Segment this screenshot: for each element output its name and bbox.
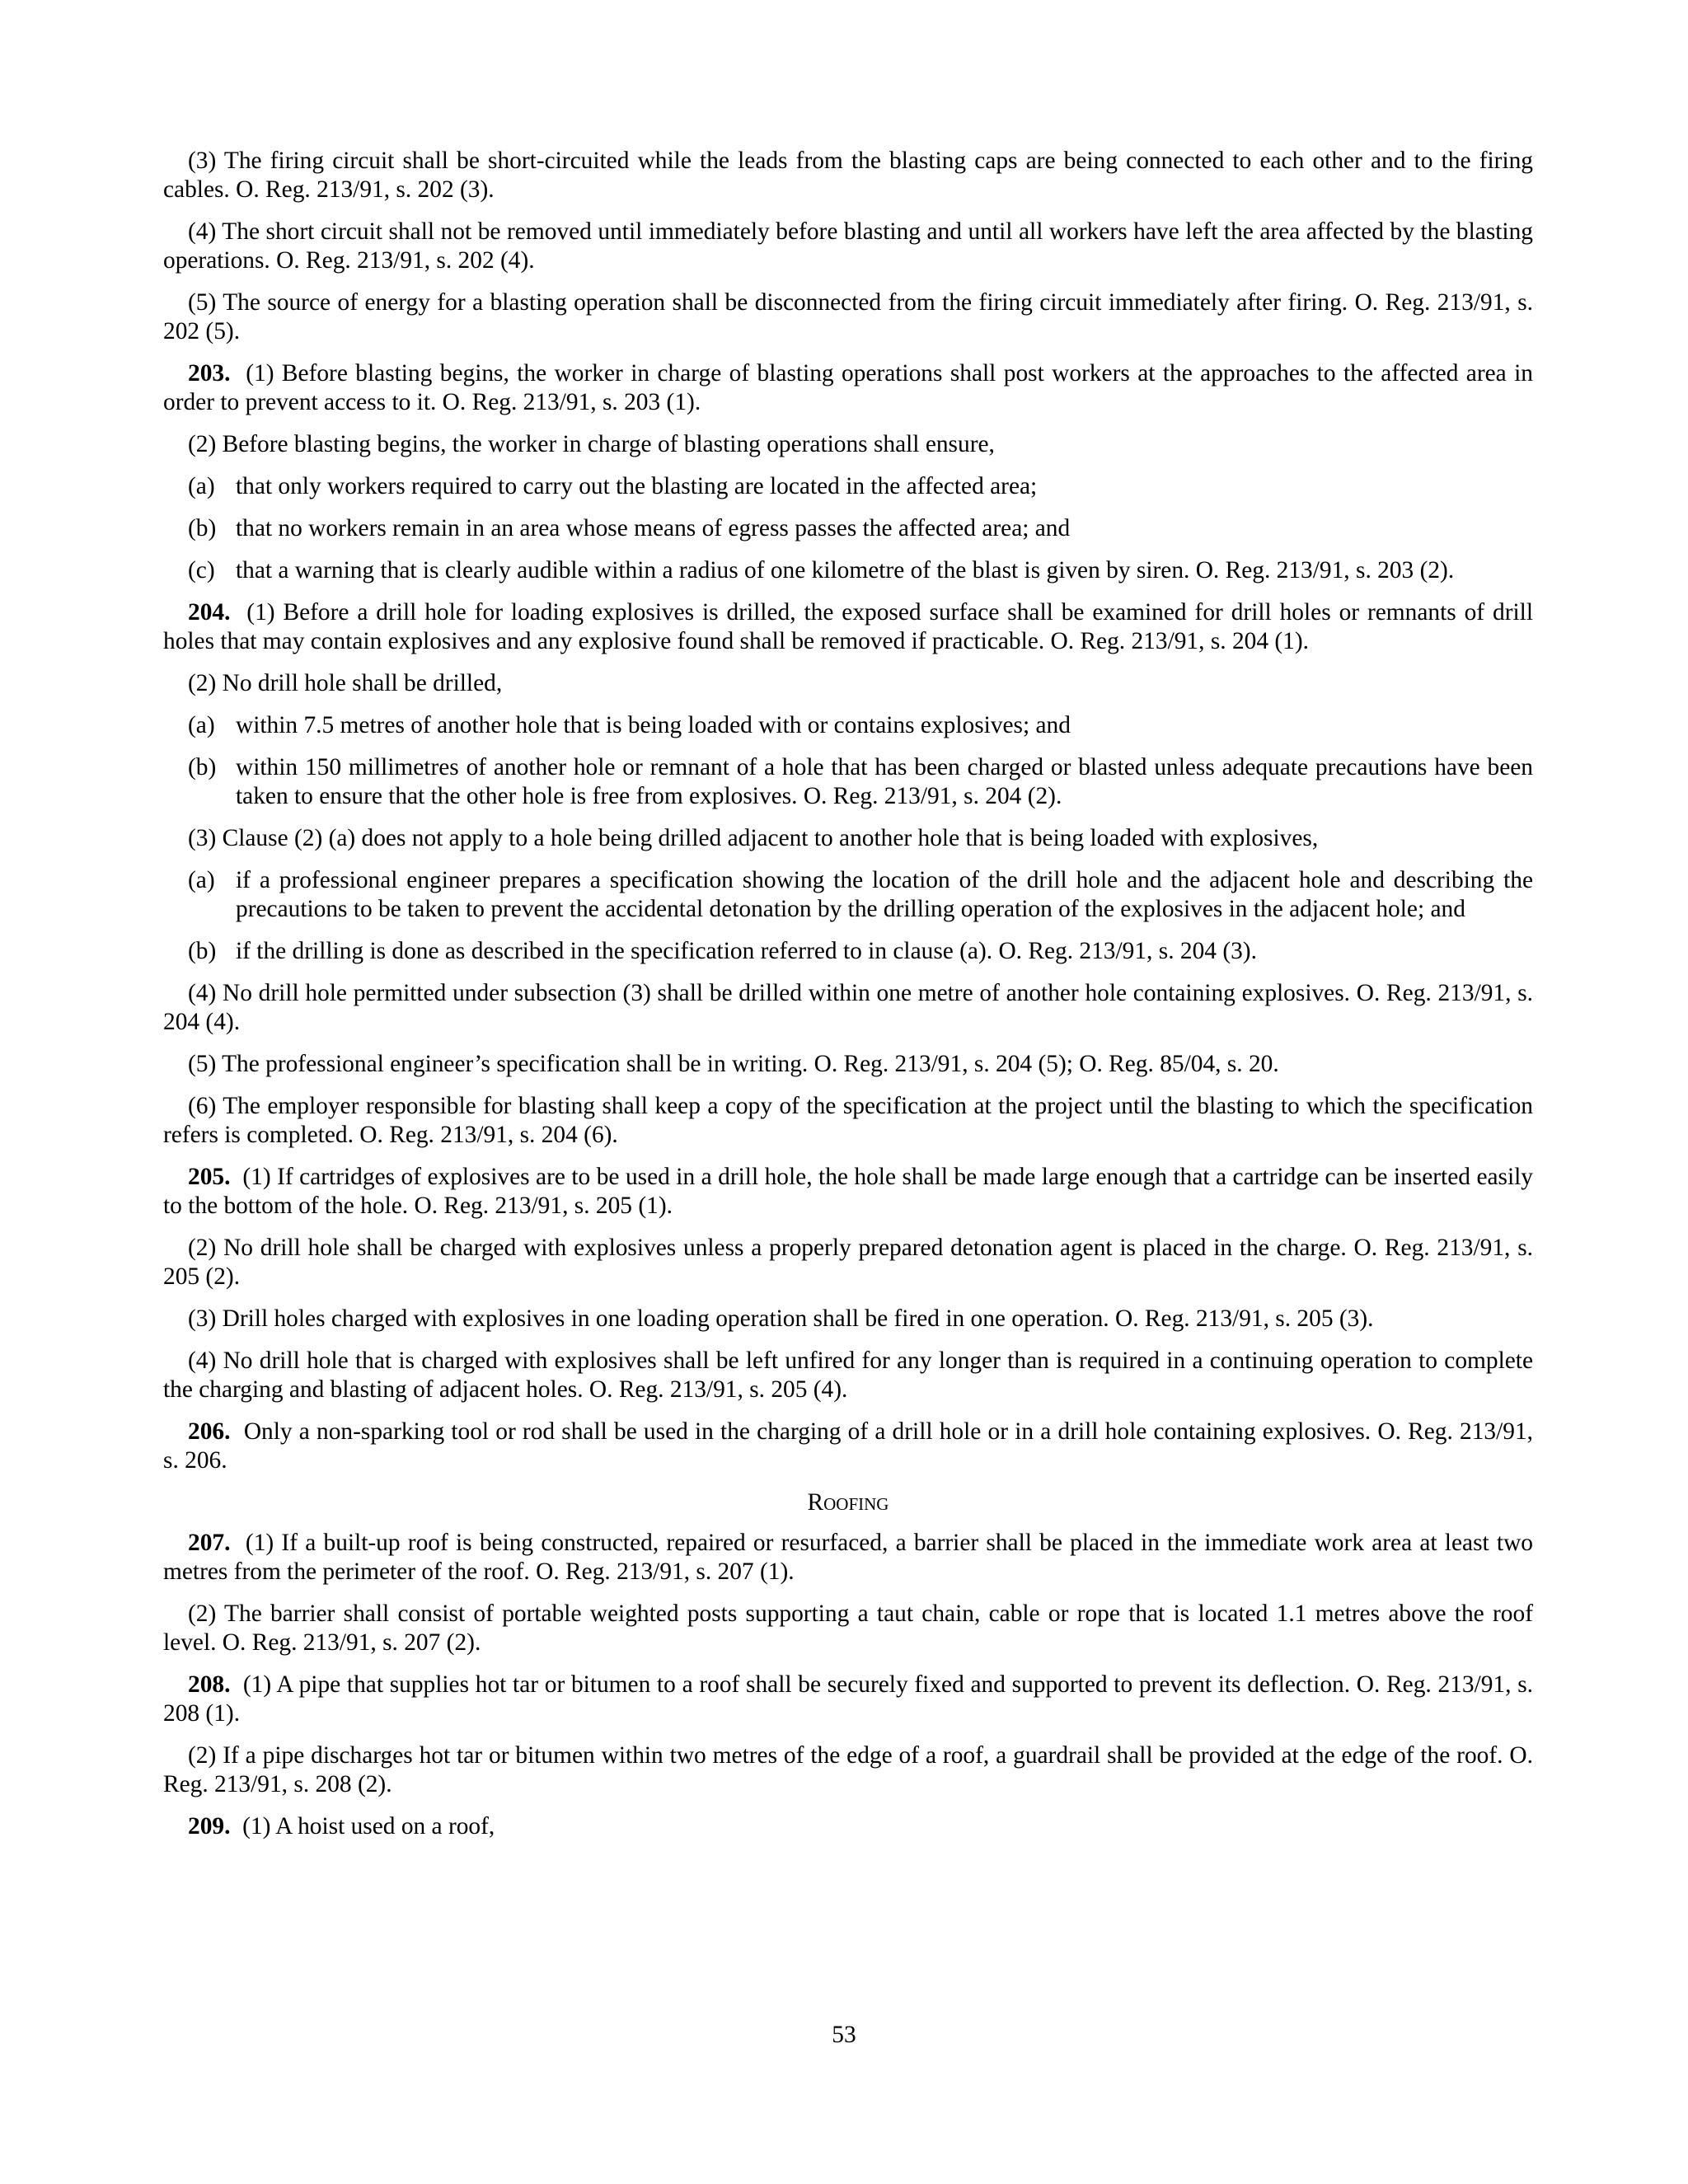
section-number: 206. [188, 1418, 231, 1445]
clause-item [163, 866, 1533, 924]
paragraph [163, 979, 1533, 1037]
clause-label: (b) [188, 515, 217, 541]
clause-text: that a warning that is clearly audible within a radius of one kilometre of the blast is given by siren. O. Reg. 213/91, s. 203 (2). [236, 557, 1455, 583]
clause-item [163, 711, 1533, 740]
paragraph-text: (1) Before a drill hole for loading explosives is drilled, the exposed surface shall be examined for drill holes or remnants of drill holes that may contain explosives and any explosive found shall be removed if practicable. O. Reg. 213/91, s. 204 (1). [163, 599, 1533, 654]
section-number: 203. [188, 360, 231, 387]
section-heading: Roofing [807, 1489, 889, 1516]
paragraph [163, 1092, 1533, 1150]
paragraph-text: (6) The employer responsible for blasting shall keep a copy of the specification at the project until the blasting to which the specification refers is completed. O. Reg. 213/91, s. 204 (6). [163, 1093, 1533, 1148]
clause-text: within 7.5 metres of another hole that is being loaded with or contains explosives; and [236, 712, 1071, 738]
paragraph-text: (2) No drill hole shall be drilled, [188, 670, 503, 696]
page-number: 53 [832, 2022, 856, 2048]
paragraph [163, 1812, 1533, 1841]
paragraph-text: (4) No drill hole permitted under subsection (3) shall be drilled within one metre of another hole containing explosives. O. Reg. 213/91, s. 204 (4). [163, 980, 1533, 1035]
paragraph-text: (1) If cartridges of explosives are to be used in a drill hole, the hole shall be made large enough that a cartridge can be inserted easily to the bottom of the hole. O. Reg. 213/91, s. 205 (1). [163, 1164, 1533, 1219]
clause-text: within 150 millimetres of another hole or remnant of a hole that has been charged or blasted unless adequate precautions have been taken to ensure that the other hole is free from explosives. O. Reg. 213/91, s. 204 (2). [236, 754, 1533, 809]
clause-label: (a) [188, 867, 215, 893]
section-number: 209. [188, 1813, 231, 1840]
paragraph [163, 1347, 1533, 1404]
section-number: 205. [188, 1164, 231, 1190]
clause-label: (a) [188, 712, 215, 738]
paragraph-text: (3) The firing circuit shall be short-circuited while the leads from the blasting caps are being connected to each other and to the firing cables. O. Reg. 213/91, s. 202 (3). [163, 148, 1533, 203]
paragraph-text: (5) The source of energy for a blasting operation shall be disconnected from the firing circuit immediately after firing. O. Reg. 213/91, s. 202 (5). [163, 289, 1533, 344]
paragraph [163, 1163, 1533, 1221]
clause-label: (c) [188, 557, 215, 583]
paragraph-text: (4) The short circuit shall not be removed until immediately before blasting and until all workers have left the area affected by the blasting operations. O. Reg. 213/91, s. 202 (4). [163, 218, 1533, 274]
paragraph [163, 430, 1533, 459]
clause-text: if the drilling is done as described in the specification referred to in clause (a). O. Reg. 213/91, s. 204 (3). [236, 938, 1257, 964]
paragraph-text: (3) Clause (2) (a) does not apply to a hole being drilled adjacent to another hole that is being loaded with explosives, [188, 825, 1319, 851]
paragraph-text: (1) A pipe that supplies hot tar or bitumen to a roof shall be securely fixed and supported to prevent its deflection. O. Reg. 213/91, s. 208 (1). [163, 1671, 1533, 1727]
paragraph [163, 1741, 1533, 1799]
paragraph-text: (2) No drill hole shall be charged with explosives unless a properly prepared detonation agent is placed in the charge. O. Reg. 213/91, s. 205 (2). [163, 1235, 1533, 1290]
paragraph [163, 1305, 1533, 1333]
clause-item [163, 937, 1533, 966]
paragraph-text: (4) No drill hole that is charged with explosives shall be left unfired for any longer than is required in a continuing operation to complete the charging and blasting of adjacent holes. O. Reg. 213/91, s. 205 (4). [163, 1347, 1533, 1403]
paragraph-text: (3) Drill holes charged with explosives in one loading operation shall be fired in one operation. O. Reg. 213/91, s. 205 (3). [188, 1305, 1374, 1332]
paragraph-text: (5) The professional engineer’s specification shall be in writing. O. Reg. 213/91, s. 204 (5); O. Reg. 85/04, s. 20. [188, 1051, 1279, 1077]
clause-text: if a professional engineer prepares a specification showing the location of the drill hole and the adjacent hole and describing the precautions to be taken to prevent the accidental detonation by the drilling operation of the explosives in the adjacent hole; and [236, 867, 1533, 922]
document-body [163, 147, 1533, 1854]
paragraph-text: (2) The barrier shall consist of portable weighted posts supporting a taut chain, cable or rope that is located 1.1 metres above the roof level. O. Reg. 213/91, s. 207 (2). [163, 1601, 1533, 1656]
paragraph-text: Only a non-sparking tool or rod shall be used in the charging of a drill hole or in a drill hole containing explosives. O. Reg. 213/91, s. 206. [163, 1418, 1533, 1474]
paragraph [163, 147, 1533, 204]
section-number: 207. [188, 1530, 231, 1556]
paragraph [163, 218, 1533, 275]
paragraph [163, 359, 1533, 417]
paragraph-text: (1) Before blasting begins, the worker in charge of blasting operations shall post workers at the approaches to the affected area in order to prevent access to it. O. Reg. 213/91, s. 203 (1). [163, 360, 1533, 415]
paragraph-text: (1) A hoist used on a roof, [242, 1813, 495, 1840]
clause-text: that only workers required to carry out the blasting are located in the affected area; [236, 473, 1038, 499]
paragraph [163, 669, 1533, 698]
paragraph [163, 1050, 1533, 1079]
section-number: 204. [188, 599, 231, 626]
clause-item [163, 514, 1533, 543]
section-number: 208. [188, 1671, 231, 1698]
clause-text: that no workers remain in an area whose means of egress passes the affected area; and [236, 515, 1071, 541]
paragraph [163, 824, 1533, 853]
paragraph [163, 1234, 1533, 1291]
paragraph-text: (2) Before blasting begins, the worker in charge of blasting operations shall ensure, [188, 431, 995, 457]
paragraph [163, 1600, 1533, 1657]
paragraph [163, 1671, 1533, 1728]
paragraph-text: (1) If a built-up roof is being constructed, repaired or resurfaced, a barrier shall be placed in the immediate work area at least two metres from the perimeter of the roof. O. Reg. 213/91, s. 207 (1). [163, 1530, 1533, 1585]
paragraph [163, 288, 1533, 346]
clause-item [163, 753, 1533, 811]
paragraph [163, 1529, 1533, 1586]
paragraph [163, 598, 1533, 656]
paragraph [163, 1418, 1533, 1475]
paragraph-text: (2) If a pipe discharges hot tar or bitumen within two metres of the edge of a roof, a guardrail shall be provided at the edge of the roof. O. Reg. 213/91, s. 208 (2). [163, 1742, 1533, 1797]
clause-item [163, 556, 1533, 585]
clause-label: (b) [188, 754, 217, 780]
clause-label: (b) [188, 938, 217, 964]
clause-item [163, 472, 1533, 501]
clause-label: (a) [188, 473, 215, 499]
